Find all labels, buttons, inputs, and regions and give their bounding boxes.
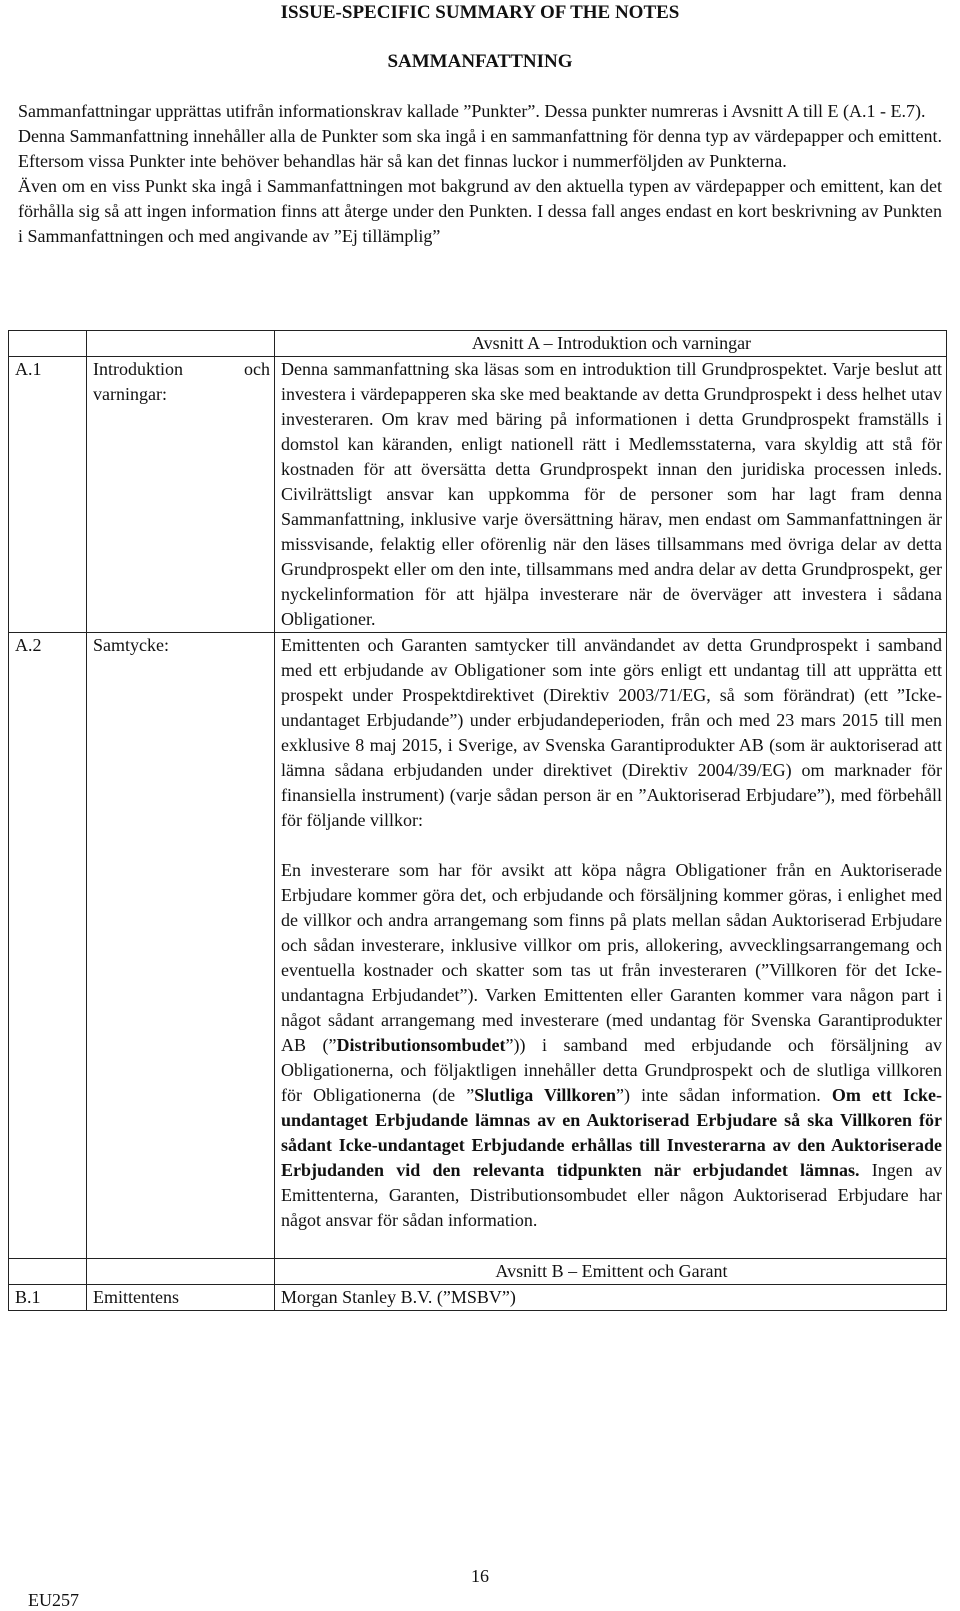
table-row-b1 — [9, 1285, 947, 1311]
element-code: A.1 — [9, 357, 87, 633]
section-b-heading: Avsnitt B – Emittent och Garant — [275, 1259, 947, 1285]
element-text — [275, 633, 947, 1259]
section-title: SAMMANFATTNING — [387, 51, 573, 72]
intro-paragraph-2: Denna Sammanfattning innehåller alla de Punkter som ska ingå i en sammanfattning för denna typ av värdepapper och emittent. Eftersom vissa Punkter inte behöver behandlas här så kan det finnas luckor i nummerföljden av Punkterna. — [18, 126, 942, 171]
intro-paragraph-1: Sammanfattningar upprättas utifrån informationskrav kallade ”Punkter”. Dessa punkter numreras i Avsnitt A till E (A.1 - E.7). — [18, 101, 926, 121]
element-code: A.2 — [9, 633, 87, 1259]
summary-table — [8, 330, 947, 1311]
element-text: Denna sammanfattning ska läsas som en introduktion till Grundprospektet. Varje beslut att investera i värdepapperen ska ske med beaktande av detta Grundprospekt i dess helhet utav investeraren. Om krav med bäring på informationen i detta Grundprospekt framställs i domstol kan käranden, enligt nationell rätt i Medlemsstaterna, vara skyldig att stå för kostnaden för att översätta detta Grundprospekt innan den juridiska processen inleds. Civilrättsligt ansvar kan uppkomma för de personer som har lagt fram denna Sammanfattning, inklusive varje översättning härav, men endast om Sammanfattningen är missvisande, felaktig eller oförenlig när den läses tillsammans med övriga delar av detta Grundprospekt eller om den inte, tillsammans med andra delar av detta Grundprospekt, ger nyckelinformation för att hjälpa investerare när de överväger att investera i sådana Obligationer. — [275, 357, 947, 633]
element-label: Samtycke: — [87, 633, 275, 1259]
element-label: Emittentens — [87, 1285, 275, 1311]
table-row-a2 — [9, 633, 947, 1259]
intro-text — [18, 99, 942, 249]
offer-terms-paragraph: En investerare som har för avsikt att köpa några Obligationer från en Auktoriserade Erbjudare kommer göra det, och erbjudande och försäljning kommer göras, i enlighet med de villkor och andra arrangemang som finns på plats mellan sådan Auktoriserad Erbjudare och sådan investerare, inklusive villkor om pris, allokering, avvecklingsarrangemang och eventuella kostnader och skatter som tas ut från investeraren (”Villkoren för det Icke-undantagna Erbjudandet”). Varken Emittenten eller Garanten kommer vara någon part i något sådant arrangemang med investerare (med undantag för Svenska Garantiprodukter AB (”Distributionsombudet”)) i samband med erbjudande och försäljning av Obligationerna, och följaktligen innehåller detta Grundprospekt och de slutliga villkoren för Obligationerna (de ”Slutliga Villkoren”) inte sådan information. Om ett Icke-undantaget Erbjudande lämnas av en Auktoriserad Erbjudare så ska Villkoren för sådant Icke-undantaget Erbjudande erhållas till Investerarna av den Auktoriserade Erbjudanden vid den relevanta tidpunkten när erbjudandet lämnas. Ingen av Emittenterna, Garanten, Distributionsombudet eller någon Auktoriserad Erbjudare har något ansvar för sådan information. — [281, 860, 942, 1230]
intro-paragraph-3: Även om en viss Punkt ska ingå i Sammanfattningen mot bakgrund av den aktuella typen av värdepapper och emittent, kan det förhålla sig så att ingen information finns att återge under den Punkten. I dessa fall anges endast en kort beskrivning av Punkten i Sammanfattningen och med angivande av ”Ej tillämplig” — [18, 176, 942, 246]
element-text: Morgan Stanley B.V. (”MSBV”) — [275, 1285, 947, 1311]
section-b-heading-row — [9, 1259, 947, 1285]
consent-paragraph: Emittenten och Garanten samtycker till användandet av detta Grundprospekt i samband med ett erbjudande av Obligationer som inte görs enligt ett undantag till att upprätta ett prospekt under Prospektdirektivet (Direktiv 2003/71/EG, så som förändrat) (ett ”Icke-undantaget Erbjudande”) under erbjudandeperioden, från och med 23 mars 2015 till men exklusive 8 maj 2015, i Sverige, av Svenska Garantiprodukter AB (som är auktoriserad att lämna sådana erbjudanden under direktivet (Direktiv 2004/39/EG) om marknader för finansiella instrument) (varje sådan person är en ”Auktoriserad Erbjudare”), med förbehåll för följande villkor: — [281, 635, 942, 830]
section-a-heading-row — [9, 331, 947, 357]
section-a-heading: Avsnitt A – Introduktion och varningar — [275, 331, 947, 357]
element-label: Introduktion och varningar: — [87, 357, 275, 633]
document-title: ISSUE-SPECIFIC SUMMARY OF THE NOTES — [280, 2, 680, 23]
table-row-a1 — [9, 357, 947, 633]
document-code: EU257 — [28, 1590, 79, 1610]
page-number: 16 — [471, 1566, 489, 1586]
element-code: B.1 — [9, 1285, 87, 1311]
